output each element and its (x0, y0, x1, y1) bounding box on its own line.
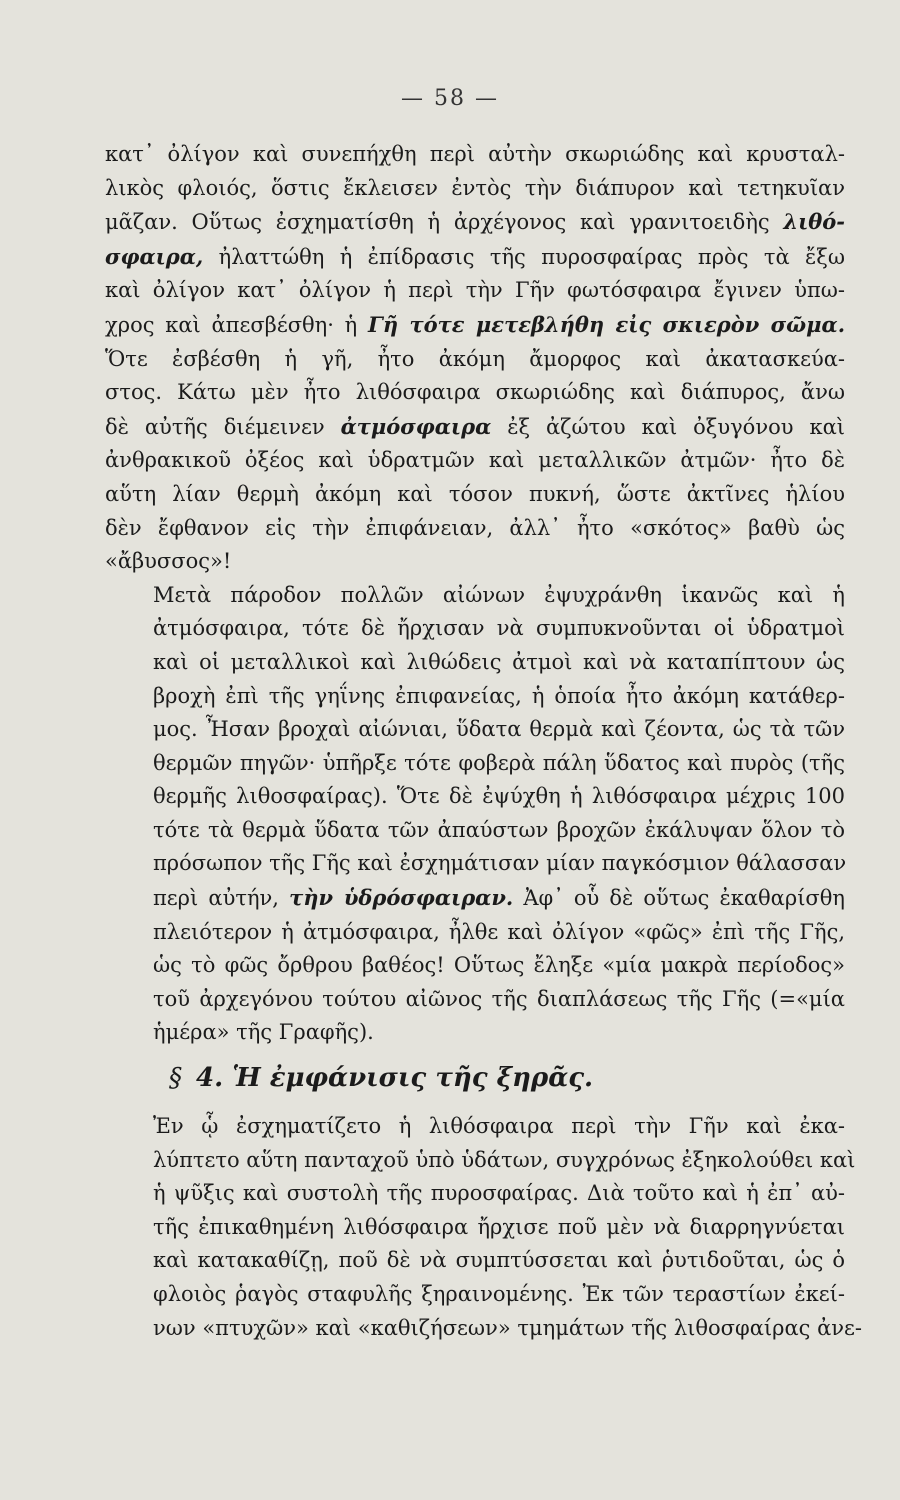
emphasis-term: ἀτμόσφαιρα (340, 413, 492, 439)
paragraph (105, 579, 845, 1050)
text-line (105, 1177, 845, 1211)
text-line (105, 1244, 845, 1278)
text-run: τοῦ ἀρχεγόνου τούτου αἰῶνος τῆς διαπλάσεως τῆς Γῆς (=«μία (153, 986, 845, 1011)
text-run: αὕτη λίαν θερμὴ ἀκόμη καὶ τόσον πυκνή, ὥστε ἀκτῖνες ἡλίου (105, 481, 845, 506)
text-line (105, 847, 845, 881)
emphasis-term: σφαιρα, (105, 243, 204, 269)
text-line (105, 780, 845, 814)
text-run: λικὸς φλοιός, ὅστις ἔκλεισεν ἐντὸς τὴν διάπυρον καὶ τετηκυῖαν (105, 175, 845, 200)
text-run: ἀτμόσφαιρα, τότε δὲ ἤρχισαν νὰ συμπυκνοῦνται οἱ ὑδρατμοὶ (153, 616, 845, 641)
text-line (105, 983, 845, 1017)
text-line (105, 274, 845, 308)
text-line (105, 579, 845, 613)
section-title: 4. Ἡ ἐμφάνισις τῆς ξηρᾶς. (196, 1063, 594, 1094)
paragraph (105, 138, 845, 579)
text-line (105, 1144, 856, 1178)
text-run: λύπτετο αὕτη πανταχοῦ ὑπὸ ὑδάτων, συγχρόνως ἐξηκολούθει καὶ (153, 1147, 856, 1172)
paragraph (105, 1110, 863, 1345)
text-line (105, 205, 845, 240)
text-run: μᾶζαν. Οὕτως ἐσχηματίσθη ἡ ἀρχέγονος καὶ γρανιτοειδὴς (105, 210, 784, 235)
text-line (105, 545, 845, 579)
text-run: στος. Κάτω μὲν ἦτο λιθόσφαιρα σκωριώδης καὶ διάπυρος, ἄνω (105, 380, 845, 405)
text-run: ἠλαττώθη ἡ ἐπίδρασις τῆς πυροσφαίρας πρὸς τὰ ἔξω (203, 244, 845, 269)
text-run: ὡς τὸ φῶς ὄρθρου βαθέος! Οὕτως ἔληξε «μία μακρὰ περίοδος» (153, 953, 845, 978)
text-line (105, 916, 845, 950)
text-run: δὲ αὐτῆς διέμεινεν (105, 414, 341, 439)
text-line (105, 512, 845, 546)
text-line (105, 343, 845, 377)
text-run: Ὅτε ἐσβέσθη ἡ γῆ, ἦτο ἀκόμη ἄμορφος καὶ ἀκατασκεύα- (105, 346, 845, 371)
text-line (105, 814, 845, 848)
text-run: καὶ ὀλίγον κατ᾽ ὀλίγον ἡ περὶ τὴν Γῆν φωτόσφαιρα ἔγινεν ὑπω- (105, 278, 845, 303)
text-line (105, 1016, 845, 1050)
text-run: φλοιὸς ῥαγὸς σταφυλῆς ξηραινομένης. Ἐκ τῶν τεραστίων ἐκεί- (153, 1282, 845, 1306)
text-line (105, 1278, 845, 1312)
text-line (105, 713, 845, 747)
text-run: πλειότερον ἡ ἀτμόσφαιρα, ἦλθε καὶ ὀλίγον «φῶς» ἐπὶ τῆς Γῆς, (153, 919, 845, 944)
text-line (105, 138, 845, 172)
text-line (105, 1312, 863, 1346)
text-run: «ἄβυσσος»! (105, 549, 232, 574)
body-text (105, 138, 863, 1345)
text-run: καὶ οἱ μεταλλικοὶ καὶ λιθώδεις ἀτμοὶ καὶ νὰ καταπίπτουν ὡς (153, 649, 845, 674)
text-run: Μετὰ πάροδον πολλῶν αἰώνων ἐψυχράνθη ἱκανῶς καὶ ἡ (153, 582, 845, 607)
text-run: κατ᾽ ὀλίγον καὶ συνεπήχθη περὶ αὐτὴν σκωριώδης καὶ κρυσταλ- (105, 142, 845, 166)
text-line (105, 612, 845, 646)
text-line (105, 1110, 845, 1144)
text-run: δὲν ἔφθανον εἰς τὴν ἐπιφάνειαν, ἀλλ᾽ ἦτο «σκότος» βαθὺ ὡς (105, 515, 845, 540)
text-run: Ἐν ᾧ ἐσχηματίζετο ἡ λιθόσφαιρα περὶ τὴν Γῆν καὶ ἐκα- (153, 1114, 845, 1139)
text-line (105, 376, 845, 410)
text-run: καὶ κατακαθίζῃ, ποῦ δὲ νὰ συμπτύσσεται καὶ ῥυτιδοῦται, ὡς ὁ (153, 1248, 845, 1273)
text-run: πρόσωπον τῆς Γῆς καὶ ἐσχημάτισαν μίαν παγκόσμιον θάλασσαν (153, 851, 847, 876)
text-run: νων «πτυχῶν» καὶ «καθιζήσεων» τμημάτων τῆς λιθοσφαίρας ἀνε- (153, 1315, 863, 1340)
text-run: ἐξ ἀζώτου καὶ ὀξυγόνου καὶ (491, 414, 845, 439)
text-line (105, 1211, 845, 1245)
text-run: μος. Ἦσαν βροχαὶ αἰώνιαι, ὕδατα θερμὰ καὶ ζέοντα, ὡς τὰ τῶν (153, 717, 845, 742)
text-line (105, 680, 845, 714)
text-run: ἡ ψῦξις καὶ συστολὴ τῆς πυροσφαίρας. Διὰ τοῦτο καὶ ἡ ἐπ᾽ αὐ- (153, 1181, 845, 1206)
text-line (105, 747, 845, 781)
text-run: Ἀφ᾽ οὗ δὲ οὕτως ἐκαθαρίσθη (513, 886, 845, 911)
text-line (105, 478, 845, 512)
text-line (105, 949, 845, 983)
section-sign: § (169, 1063, 182, 1094)
text-line (105, 444, 845, 478)
text-line (105, 881, 845, 916)
page-number: — 58 — (401, 86, 499, 111)
text-run: χρος καὶ ἀπεσβέσθη· ἡ (105, 312, 368, 337)
text-line (105, 240, 845, 275)
text-run: ἀνθρακικοῦ ὀξέος καὶ ὑδρατμῶν καὶ μεταλλικῶν ἀτμῶν· ἦτο δὲ (105, 448, 845, 473)
emphasis-term: Γῆ τότε μετεβλήθη εἰς σκιερὸν σῶμα. (367, 311, 846, 337)
text-line (105, 410, 845, 445)
section-heading (105, 1060, 845, 1096)
text-run: ἡμέρα» τῆς Γραφῆς). (153, 1020, 374, 1045)
text-run: θερμῆς λιθοσφαίρας). Ὅτε δὲ ἐψύχθη ἡ λιθόσφαιρα μέχρις 100 (153, 784, 845, 809)
text-run: βροχὴ ἐπὶ τῆς γηΐνης ἐπιφανείας, ἡ ὁποία ἦτο ἀκόμη κατάθερ- (153, 683, 845, 708)
emphasis-term: τὴν ὑδρόσφαιραν. (289, 885, 514, 911)
text-run: τῆς ἐπικαθημένη λιθόσφαιρα ἤρχισε ποῦ μὲν νὰ διαρρηγνύεται (153, 1214, 845, 1239)
text-run: θερμῶν πηγῶν· ὑπῆρξε τότε φοβερὰ πάλη ὕδατος καὶ πυρὸς (τῆς (153, 750, 845, 775)
text-line (105, 172, 845, 206)
text-run: περὶ αὐτήν, (153, 886, 290, 911)
text-run: τότε τὰ θερμὰ ὕδατα τῶν ἀπαύστων βροχῶν ἐκάλυψαν ὅλον τὸ (153, 817, 845, 842)
text-line (105, 646, 845, 680)
text-line (105, 308, 845, 343)
emphasis-term: λιθό- (783, 209, 845, 235)
